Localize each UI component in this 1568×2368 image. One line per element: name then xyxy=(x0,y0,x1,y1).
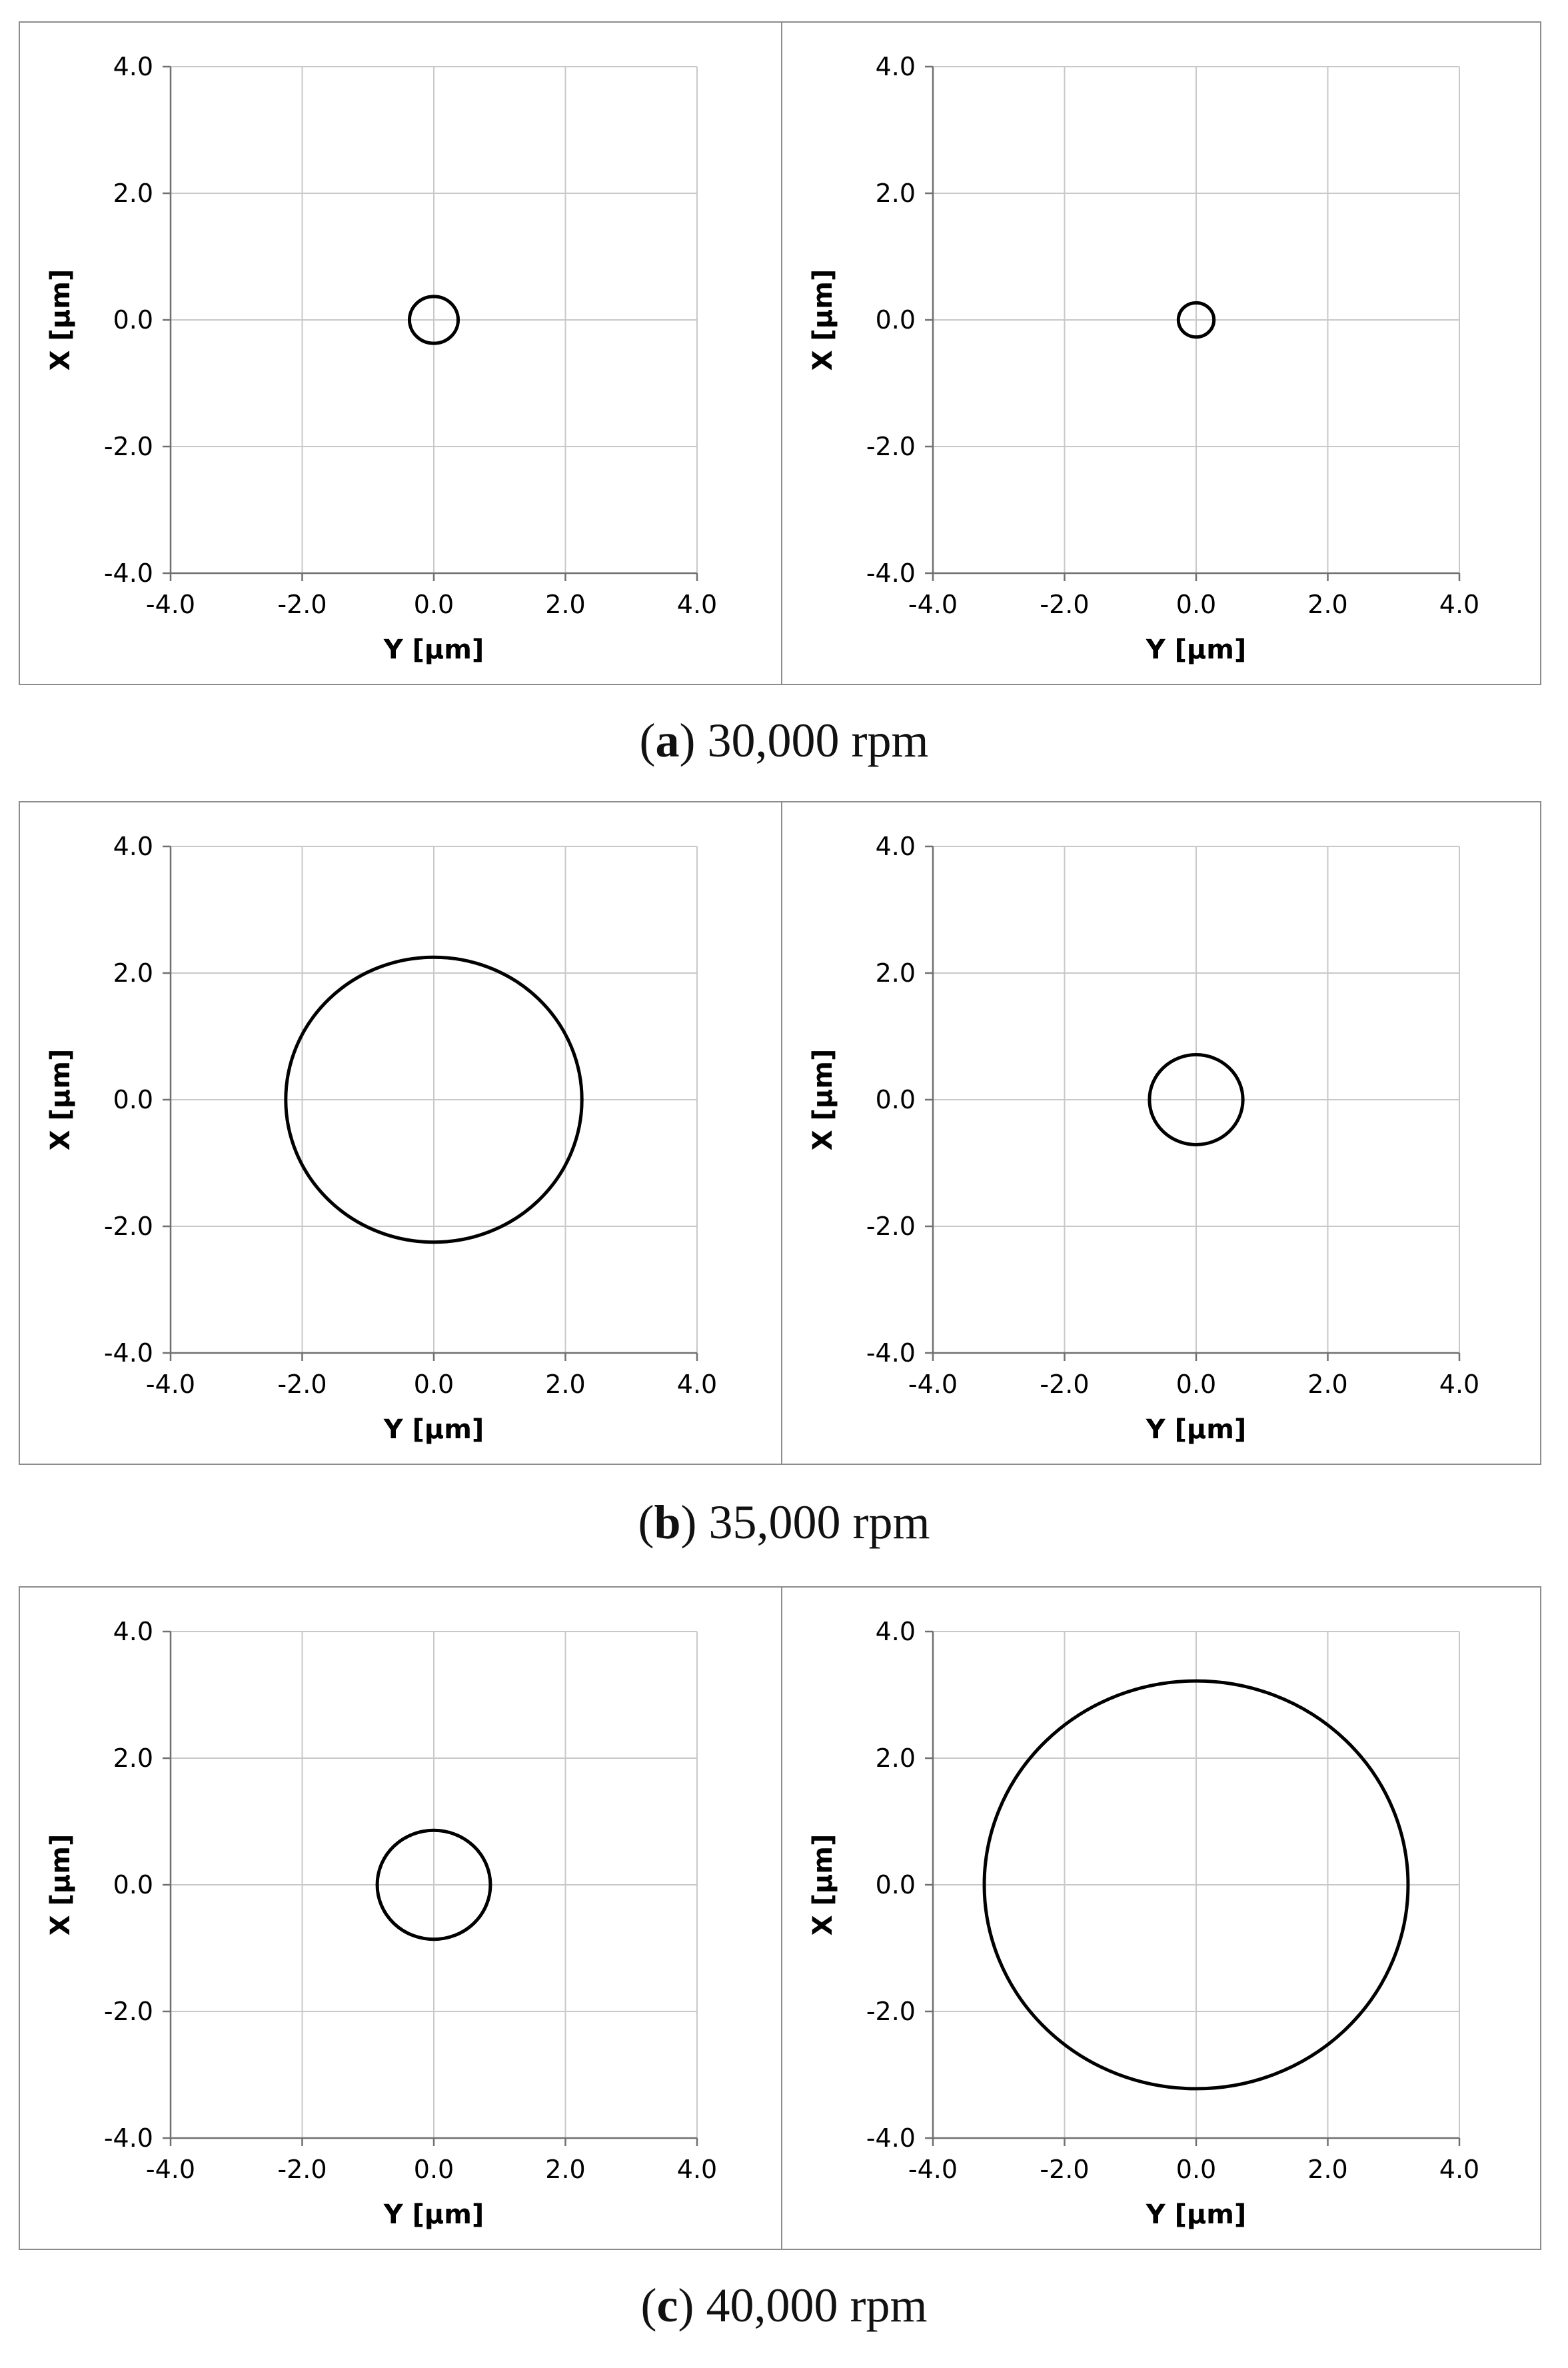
y-tick-label: -2.0 xyxy=(103,432,153,461)
x-tick-label: 2.0 xyxy=(545,2155,586,2184)
chart-b-right xyxy=(782,802,1543,1464)
x-axis-title: Y [µm] xyxy=(1146,1414,1247,1445)
y-axis-title: X [µm] xyxy=(808,1833,838,1936)
y-tick-label: 0.0 xyxy=(875,1870,916,1899)
y-tick-label: 2.0 xyxy=(113,1744,153,1773)
x-tick-label: -4.0 xyxy=(145,1370,196,1399)
y-axis-title: X [µm] xyxy=(45,1833,76,1936)
y-tick-label: -4.0 xyxy=(103,559,153,588)
chart-c-left xyxy=(20,1588,781,2249)
x-tick-label: 4.0 xyxy=(676,1370,718,1399)
x-tick-label: 2.0 xyxy=(1307,1370,1348,1399)
y-tick-label: 4.0 xyxy=(875,832,916,861)
x-axis-title: Y [µm] xyxy=(383,634,484,665)
y-axis-title: X [µm] xyxy=(808,1048,838,1151)
y-tick-label: -4.0 xyxy=(103,2123,153,2153)
y-tick-label: 0.0 xyxy=(113,1085,153,1114)
x-tick-label: -2.0 xyxy=(277,2155,327,2184)
x-tick-label: 0.0 xyxy=(1176,2155,1217,2184)
y-tick-label: -4.0 xyxy=(866,1338,916,1368)
x-tick-label: -4.0 xyxy=(145,590,196,619)
y-tick-label: -2.0 xyxy=(866,432,916,461)
y-tick-label: 4.0 xyxy=(113,52,153,81)
y-tick-label: -4.0 xyxy=(866,2123,916,2153)
caption-letter-a: a xyxy=(655,714,680,767)
y-tick-label: 0.0 xyxy=(875,305,916,335)
x-tick-label: 4.0 xyxy=(676,590,718,619)
x-tick-label: 0.0 xyxy=(413,2155,454,2184)
y-tick-label: -4.0 xyxy=(866,559,916,588)
caption-b: (b) 35,000 rpm xyxy=(638,1496,930,1549)
y-axis-title: X [µm] xyxy=(808,269,838,371)
caption-letter-c: c xyxy=(656,2279,678,2332)
y-tick-label: 2.0 xyxy=(113,958,153,988)
y-tick-label: 0.0 xyxy=(875,1085,916,1114)
x-tick-label: -4.0 xyxy=(908,1370,958,1399)
x-axis-title: Y [µm] xyxy=(1146,634,1247,665)
caption-text-c: 40,000 rpm xyxy=(694,2279,928,2332)
chart-b-left xyxy=(20,802,781,1464)
chart-a-right xyxy=(782,23,1543,684)
x-tick-label: 0.0 xyxy=(413,590,454,619)
x-tick-label: 0.0 xyxy=(1176,590,1217,619)
caption-text-b: 35,000 rpm xyxy=(696,1496,930,1549)
y-axis-title: X [µm] xyxy=(45,269,76,371)
y-tick-label: 0.0 xyxy=(113,1870,153,1899)
x-tick-label: -4.0 xyxy=(908,2155,958,2184)
y-axis-title: X [µm] xyxy=(45,1048,76,1151)
x-tick-label: 0.0 xyxy=(413,1370,454,1399)
x-tick-label: 2.0 xyxy=(1307,590,1348,619)
y-tick-label: 4.0 xyxy=(113,832,153,861)
x-tick-label: -2.0 xyxy=(1040,1370,1090,1399)
x-tick-label: 0.0 xyxy=(1176,1370,1217,1399)
chart-a-left xyxy=(20,23,781,684)
y-tick-label: 2.0 xyxy=(875,958,916,988)
figure-row-b xyxy=(19,801,1541,1465)
x-tick-label: -2.0 xyxy=(1040,590,1090,619)
x-tick-label: -2.0 xyxy=(277,1370,327,1399)
x-axis-title: Y [µm] xyxy=(1146,2199,1247,2230)
y-tick-label: -2.0 xyxy=(866,1997,916,2026)
x-tick-label: -2.0 xyxy=(277,590,327,619)
y-tick-label: 2.0 xyxy=(113,179,153,208)
caption-text-a: 30,000 rpm xyxy=(695,714,929,767)
figure-row-c xyxy=(19,1586,1541,2250)
y-tick-label: 2.0 xyxy=(875,179,916,208)
x-tick-label: -2.0 xyxy=(1040,2155,1090,2184)
y-tick-label: -2.0 xyxy=(103,1997,153,2026)
x-tick-label: 4.0 xyxy=(676,2155,718,2184)
x-tick-label: -4.0 xyxy=(908,590,958,619)
x-tick-label: 4.0 xyxy=(1439,590,1480,619)
x-tick-label: 4.0 xyxy=(1439,1370,1480,1399)
caption-c: (c) 40,000 rpm xyxy=(640,2279,928,2332)
caption-a: (a) 30,000 rpm xyxy=(639,714,929,767)
x-tick-label: -4.0 xyxy=(145,2155,196,2184)
y-tick-label: 4.0 xyxy=(113,1617,153,1646)
figure-row-a xyxy=(19,21,1541,685)
y-tick-label: -4.0 xyxy=(103,1338,153,1368)
chart-c-right xyxy=(782,1588,1543,2249)
x-tick-label: 4.0 xyxy=(1439,2155,1480,2184)
x-axis-title: Y [µm] xyxy=(383,1414,484,1445)
caption-letter-b: b xyxy=(654,1496,681,1549)
y-tick-label: 4.0 xyxy=(875,1617,916,1646)
y-tick-label: -2.0 xyxy=(866,1212,916,1241)
x-tick-label: 2.0 xyxy=(545,590,586,619)
y-tick-label: 4.0 xyxy=(875,52,916,81)
y-tick-label: 0.0 xyxy=(113,305,153,335)
x-tick-label: 2.0 xyxy=(1307,2155,1348,2184)
y-tick-label: -2.0 xyxy=(103,1212,153,1241)
x-axis-title: Y [µm] xyxy=(383,2199,484,2230)
x-tick-label: 2.0 xyxy=(545,1370,586,1399)
y-tick-label: 2.0 xyxy=(875,1744,916,1773)
